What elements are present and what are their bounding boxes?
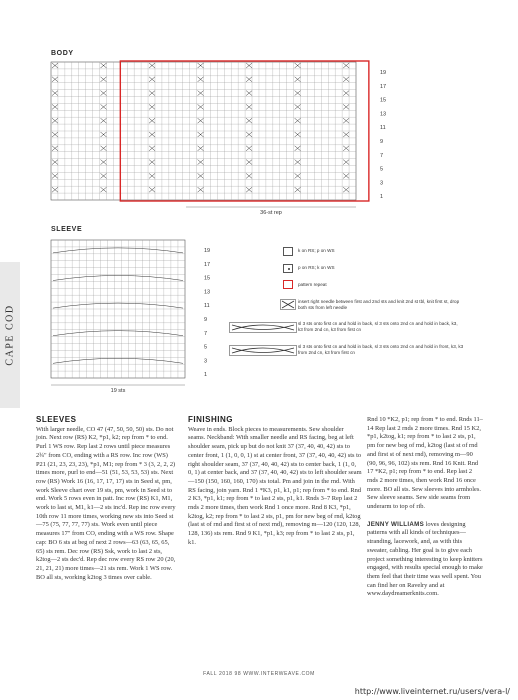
body-chart-grid — [51, 61, 386, 216]
rounds-instructions: Rnd 10 *K2, p1; rep from * to end. Rnds 11–14 Rep last 2 rnds 2 more times. Rnd 15 K2, *p1, k2tog, k1; rep from * to last 2 sts, p1, pm for new beg of rnd, k2tog (last st of rnd and first st of next rnd), removing m—90 (90, 96, 96, 102) sts rem. Rnd 16 Knit. Rnd 17 *K2, p1; rep from * to end. Rep last 2 rnds 2 more times, then work Rnd 16 once more. BO all sts. Sew sleeves into armholes. Sew sleeve seams. Sew side seams from underarm to top of rib. — [367, 416, 483, 511]
body-row-number: 1 — [380, 194, 384, 201]
sleeve-row-number: 13 — [204, 289, 211, 296]
body-row-number: 19 — [380, 70, 387, 76]
designer-bio-text: loves designing patterns with all kinds of techniques—stranding, lacework, and, as with this sweater, cabling. Her goal is to give each project something interesting to keep knitters engaged, with results special enough to make them feel that their time was well spent. You can find her on Ravelry and at www.daydreamerknits.com. — [367, 520, 483, 598]
legend-purl: p on RS; k on WS — [298, 265, 335, 270]
legend-knit: k on RS; p on WS — [298, 248, 335, 253]
sleeves-instructions: With larger needle, CO 47 (47, 50, 50, 50) sts. Do not join. Next row (RS) K2, *p1, k2; rep from * to end. Purl 1 WS row. Rep last 2 rows until piece measures 2¾" from CO, ending with a RS row. Inc row (WS) P21 (21, 23, 23, 23), *p1, M1; rep from * 3 (3, 2, 2, 2) times more, purl to end—51 (51, 53, 53, 53) sts. Next row (RS) Work 16 (16, 17, 17, 17) sts in Seed st, pm, work Sleeve chart over 19 sts, pm, work in Seed st to end. Work 5 rows even in patt. Inc row (RS) K1, M1, work to last st, M1, k1—2 sts inc'd. Rep inc row every 10th row 11 more times, working new sts into Seed st—75 (75, 77, 77, 77) sts. Work even until piece measures 17" from CO, ending with a WS row. Shape cap: BO 6 sts at beg of next 2 rows—63 (63, 65, 65, 65) sts rem. Dec row (RS) Ssk, work to last 2 sts, k2tog—2 sts dec'd. Rep dec row every RS row 20 (20, 21, 21, 21) more times—21 sts rem. Work 1 WS row. BO all sts, working k2tog 3 times over cable. — [36, 425, 176, 581]
purl-symbol — [283, 264, 293, 273]
body-row-number: 7 — [380, 152, 384, 159]
body-row-number: 3 — [380, 180, 384, 187]
sleeve-row-number: 5 — [204, 344, 208, 351]
sleeve-chart-grid — [51, 240, 210, 394]
pattern-repeat-symbol — [283, 280, 293, 289]
sleeves-heading: SLEEVES — [36, 415, 77, 424]
sleeve-width-label: 19 sts — [110, 388, 126, 394]
body-repeat-label: 36-st rep — [260, 210, 282, 216]
sleeve-row-number: 7 — [204, 330, 208, 337]
sleeve-chart-title: SLEEVE — [51, 226, 83, 233]
cable-back-symbol — [229, 322, 297, 333]
rounds-column — [367, 416, 483, 599]
body-row-number: 13 — [380, 111, 387, 118]
sleeve-row-number: 15 — [204, 275, 211, 282]
sleeves-column — [36, 416, 176, 582]
legend-cable-back: sl 3 sts onto first cn and hold in back, sl 3 sts onto 2nd cn and hold in back, k3, k3 from 2nd cn, k3 from first cn — [298, 321, 458, 332]
body-row-number: 17 — [380, 83, 387, 90]
legend-pattern-repeat: pattern repeat — [298, 282, 327, 287]
designer-bio — [367, 521, 483, 599]
finishing-heading: FINISHING — [188, 415, 233, 424]
sleeve-row-number: 1 — [204, 372, 208, 379]
sleeve-row-number: 17 — [204, 261, 211, 268]
cable-front-symbol — [229, 345, 297, 356]
sleeve-row-number: 19 — [204, 248, 211, 254]
section-tab-label: CAPE COD — [4, 304, 16, 366]
finishing-column — [188, 416, 362, 548]
body-chart-title: BODY — [51, 50, 74, 57]
sleeve-row-number: 11 — [204, 303, 210, 310]
body-row-number: 5 — [380, 166, 384, 173]
body-row-number: 11 — [380, 125, 386, 132]
body-row-number: 9 — [380, 139, 384, 145]
finishing-instructions: Weave in ends. Block pieces to measurements. Sew shoulder seams. Neckband: With smaller needle and RS facing, beg at left shoulder seam, pick up but do not knit 37 (37, 40, 40, 42) sts to center front, 1 (1, 0, 0, 1) st at center front, 37 (37, 40, 40, 42) sts to right shoulder seam, 37 (37, 40, 40, 42) sts to center back, 1 (1, 0, 0, 1) at center back, and 37 (37, 40, 40, 42) sts to left shoulder seam—150 (150, 160, 160, 170) sts total. Pm and join in the rnd. With RS facing, join yarn. Rnd 1 *K3, p1, k1, p1; rep from * to end. Rnd 2 K3, *p1, k1; rep from * to last 2 sts, p1, k1. Rnds 3–7 Rep last 2 rnds 2 more times, then work Rnd 1 once more. Rnd 8 K3, *p1, k2tog, k2; rep from * to last 2 sts, p1, pm for new beg of rnd, k2tog (last st of rnd and first st of next rnd), removing m—120 (120, 128, 128, 136) sts rem. Rnd 9 K1, *p1, k3; rep from * to last 2 sts, p1, k1. — [188, 425, 362, 546]
source-watermark: http://www.liveinternet.ru/users/vera-l/ — [354, 687, 510, 696]
body-row-number: 15 — [380, 97, 387, 104]
knit-symbol — [283, 247, 293, 256]
page-footer: FALL 2018 98 WWW.INTERWEAVE.COM — [203, 671, 315, 677]
legend-twist: insert right needle between first and 2nd sts and knit 2nd st tbl, knit first st, drop both sts from left needle — [298, 299, 460, 310]
sleeve-row-number: 3 — [204, 358, 208, 365]
designer-name: JENNY WILLIAMS — [367, 520, 425, 528]
sleeve-row-number: 9 — [204, 317, 208, 323]
legend-cable-front: sl 3 sts onto first cn and hold in back, sl 3 sts onto 2nd cn and hold in front, k3, k3 from 2nd cn, k3 from first cn — [298, 344, 464, 355]
twist-symbol — [280, 299, 296, 310]
